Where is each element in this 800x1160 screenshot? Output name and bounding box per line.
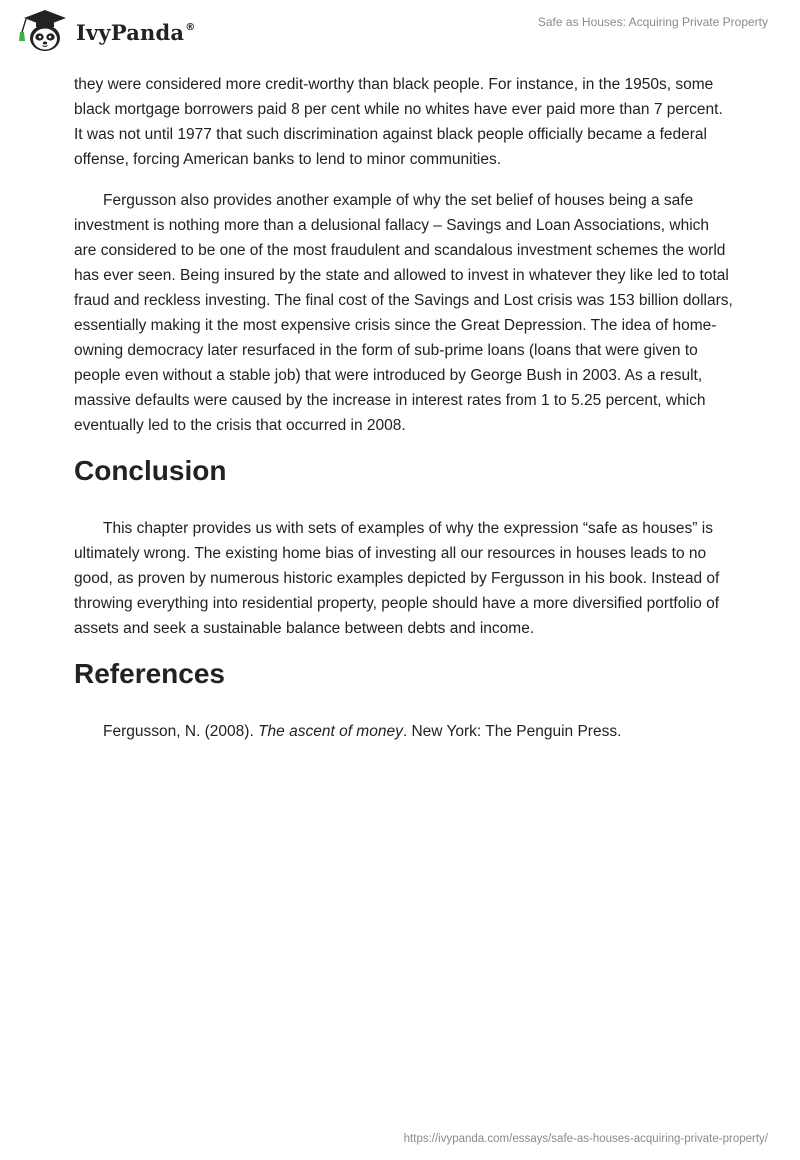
footer-url[interactable]: https://ivypanda.com/essays/safe-as-houses-acquiring-private-property/ (403, 1133, 768, 1145)
references-heading: References (74, 658, 225, 689)
reference-author: Fergusson, N. (2008). (103, 723, 259, 740)
reference-publisher: . New York: The Penguin Press. (402, 723, 622, 740)
page-header (0, 0, 800, 70)
brand-name: IvyPanda® (76, 19, 196, 45)
panda-graduate-icon (14, 8, 76, 54)
brand-logo[interactable] (14, 8, 195, 54)
registered-mark: ® (185, 21, 196, 33)
reference-entry (74, 719, 734, 744)
conclusion-paragraph: This chapter provides us with sets of examples of why the expression “safe as houses” is ultimately wrong. The existing home bias of investing all our resources in houses leads to no good, as proven by numerous historic examples depicted by Fergusson in his book. Instead of throwing everything into residential property, people should have a more diversified portfolio of assets and seek a sustainable balance between debts and income. (74, 520, 720, 637)
essay-content (74, 72, 734, 744)
reference-title: The ascent of money (258, 723, 403, 740)
running-title: Safe as Houses: Acquiring Private Property (537, 15, 768, 29)
paragraph-savings-and-loan: Fergusson also provides another example of why the set belief of houses being a safe investment is nothing more than a delusional fallacy – Savings and Loan Associations, which are considered to be one of the most fraudulent and scandalous investment schemes the world has ever seen. Being insured by the state and allowed to invest in whatever they like led to total fraud and reckless investing. The final cost of the Savings and Lost crisis was 153 billion dollars, essentially making it the most expensive crisis since the Great Depression. The idea of home-owning democracy later resurfaced in the form of sub-prime loans (loans that were given to people even without a stable job) that were introduced by George Bush in 2003. As a result, massive defaults were caused by the increase in interest rates from 1 to 5.25 percent, which eventually led to the crisis that occurred in 2008. (74, 192, 733, 434)
conclusion-heading: Conclusion (74, 455, 227, 486)
paragraph-continued: they were considered more credit-worthy than black people. For instance, in the 1950s, some black mortgage borrowers paid 8 per cent while no whites have ever paid more than 7 percent. It was not until 1977 that such discrimination against black people officially became a federal offense, forcing American banks to lend to minor communities. (74, 76, 723, 168)
